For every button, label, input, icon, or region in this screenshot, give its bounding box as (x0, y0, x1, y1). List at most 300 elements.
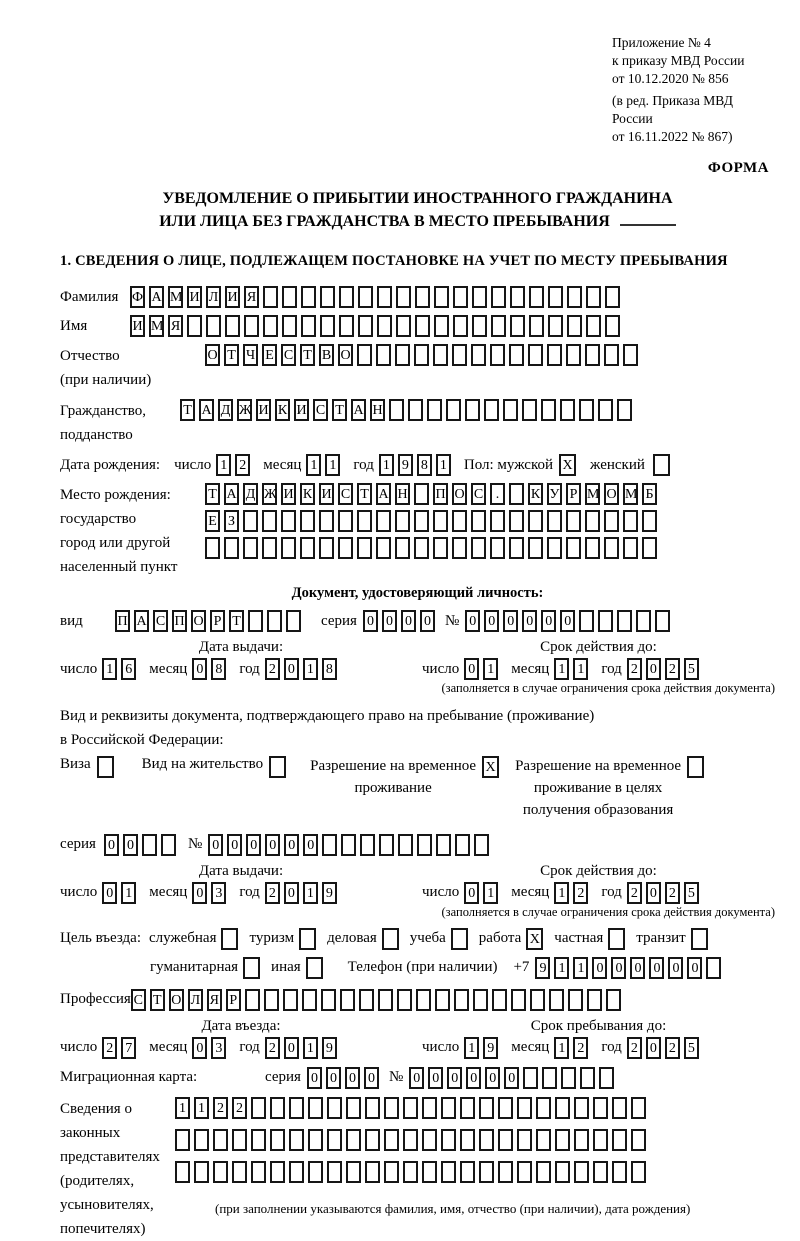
char-cell[interactable] (498, 1097, 513, 1119)
char-cell[interactable]: 0 (364, 1067, 379, 1089)
char-cell[interactable]: 0 (227, 834, 242, 856)
char-cell[interactable] (376, 510, 391, 532)
char-cell[interactable]: О (205, 344, 220, 366)
char-cell[interactable] (263, 315, 278, 337)
char-cell[interactable]: 0 (345, 1067, 360, 1089)
char-cell[interactable] (359, 989, 374, 1011)
char-cell[interactable] (248, 610, 263, 632)
char-cell[interactable]: 0 (192, 658, 207, 680)
char-cell[interactable]: 0 (687, 957, 702, 979)
char-cell[interactable] (243, 510, 258, 532)
char-cell[interactable] (415, 315, 430, 337)
purpose-option-checkbox[interactable] (382, 928, 399, 950)
char-cell[interactable] (251, 1161, 266, 1183)
char-cell[interactable] (251, 1097, 266, 1119)
char-cell[interactable]: 0 (592, 957, 607, 979)
char-cell[interactable]: 8 (211, 658, 226, 680)
char-cell[interactable]: 1 (175, 1097, 190, 1119)
char-cell[interactable] (509, 537, 524, 559)
char-cell[interactable]: 0 (284, 1037, 299, 1059)
char-cell[interactable]: 9 (322, 1037, 337, 1059)
char-cell[interactable] (568, 989, 583, 1011)
char-cell[interactable] (490, 537, 505, 559)
char-cell[interactable]: 0 (630, 957, 645, 979)
char-cell[interactable]: У (547, 483, 562, 505)
char-cell[interactable]: 0 (464, 658, 479, 680)
char-cell[interactable] (530, 989, 545, 1011)
char-cell[interactable]: П (172, 610, 187, 632)
char-cell[interactable] (560, 399, 575, 421)
char-cell[interactable] (471, 537, 486, 559)
char-cell[interactable] (395, 344, 410, 366)
char-cell[interactable]: 2 (265, 882, 280, 904)
char-cell[interactable]: 0 (646, 882, 661, 904)
char-cell[interactable] (612, 1097, 627, 1119)
char-cell[interactable] (593, 1161, 608, 1183)
char-cell[interactable] (605, 286, 620, 308)
char-cell[interactable] (379, 834, 394, 856)
temp-residence-checkbox[interactable]: X (482, 756, 499, 778)
char-cell[interactable] (547, 510, 562, 532)
char-cell[interactable]: Т (357, 483, 372, 505)
char-cell[interactable] (585, 344, 600, 366)
char-cell[interactable] (471, 344, 486, 366)
char-cell[interactable]: 1 (554, 1037, 569, 1059)
char-cell[interactable]: Ф (130, 286, 145, 308)
char-cell[interactable] (585, 537, 600, 559)
char-cell[interactable] (631, 1161, 646, 1183)
char-cell[interactable] (585, 510, 600, 532)
char-cell[interactable] (548, 286, 563, 308)
char-cell[interactable]: С (313, 399, 328, 421)
char-cell[interactable] (567, 315, 582, 337)
char-cell[interactable] (460, 1097, 475, 1119)
char-cell[interactable] (360, 834, 375, 856)
char-cell[interactable] (384, 1129, 399, 1151)
char-cell[interactable]: 0 (102, 882, 117, 904)
char-cell[interactable]: 5 (684, 1037, 699, 1059)
char-cell[interactable] (566, 537, 581, 559)
char-cell[interactable]: 0 (466, 1067, 481, 1089)
char-cell[interactable] (452, 510, 467, 532)
char-cell[interactable]: 0 (284, 882, 299, 904)
char-cell[interactable]: 2 (627, 882, 642, 904)
purpose-option-checkbox[interactable] (451, 928, 468, 950)
char-cell[interactable] (510, 286, 525, 308)
char-cell[interactable] (206, 315, 221, 337)
char-cell[interactable] (555, 1097, 570, 1119)
char-cell[interactable]: 2 (627, 658, 642, 680)
char-cell[interactable] (491, 286, 506, 308)
char-cell[interactable] (492, 989, 507, 1011)
char-cell[interactable] (175, 1161, 190, 1183)
char-cell[interactable]: 1 (554, 658, 569, 680)
char-cell[interactable] (547, 344, 562, 366)
char-cell[interactable] (403, 1129, 418, 1151)
char-cell[interactable]: 0 (646, 1037, 661, 1059)
char-cell[interactable] (529, 315, 544, 337)
char-cell[interactable]: Я (207, 989, 222, 1011)
char-cell[interactable] (358, 315, 373, 337)
char-cell[interactable]: К (300, 483, 315, 505)
char-cell[interactable] (205, 537, 220, 559)
char-cell[interactable] (357, 510, 372, 532)
char-cell[interactable] (446, 399, 461, 421)
char-cell[interactable]: А (376, 483, 391, 505)
char-cell[interactable] (536, 1129, 551, 1151)
char-cell[interactable]: 0 (504, 1067, 519, 1089)
char-cell[interactable]: А (134, 610, 149, 632)
char-cell[interactable] (599, 1067, 614, 1089)
char-cell[interactable]: 0 (123, 834, 138, 856)
char-cell[interactable] (566, 510, 581, 532)
char-cell[interactable]: 2 (665, 1037, 680, 1059)
char-cell[interactable] (338, 510, 353, 532)
char-cell[interactable] (244, 315, 259, 337)
char-cell[interactable] (301, 315, 316, 337)
char-cell[interactable]: Я (244, 286, 259, 308)
char-cell[interactable]: 2 (573, 882, 588, 904)
char-cell[interactable]: 1 (102, 658, 117, 680)
char-cell[interactable] (403, 1097, 418, 1119)
char-cell[interactable] (365, 1097, 380, 1119)
char-cell[interactable] (225, 315, 240, 337)
char-cell[interactable] (213, 1161, 228, 1183)
char-cell[interactable] (479, 1097, 494, 1119)
char-cell[interactable] (161, 834, 176, 856)
char-cell[interactable]: И (319, 483, 334, 505)
char-cell[interactable]: О (169, 989, 184, 1011)
char-cell[interactable] (612, 1161, 627, 1183)
char-cell[interactable] (339, 286, 354, 308)
char-cell[interactable] (319, 510, 334, 532)
char-cell[interactable] (479, 1129, 494, 1151)
char-cell[interactable]: 0 (649, 957, 664, 979)
char-cell[interactable] (433, 537, 448, 559)
char-cell[interactable]: Р (226, 989, 241, 1011)
char-cell[interactable] (270, 1097, 285, 1119)
gender-female-checkbox[interactable] (653, 454, 670, 476)
purpose-option-checkbox[interactable] (221, 928, 238, 950)
char-cell[interactable] (302, 989, 317, 1011)
char-cell[interactable] (490, 344, 505, 366)
char-cell[interactable] (606, 989, 621, 1011)
char-cell[interactable] (617, 399, 632, 421)
char-cell[interactable]: В (319, 344, 334, 366)
char-cell[interactable] (453, 286, 468, 308)
char-cell[interactable]: С (471, 483, 486, 505)
char-cell[interactable]: 0 (284, 834, 299, 856)
char-cell[interactable] (528, 537, 543, 559)
char-cell[interactable] (471, 510, 486, 532)
char-cell[interactable]: А (224, 483, 239, 505)
char-cell[interactable]: 1 (573, 658, 588, 680)
char-cell[interactable] (384, 1161, 399, 1183)
char-cell[interactable] (427, 399, 442, 421)
char-cell[interactable]: 1 (303, 658, 318, 680)
char-cell[interactable]: 0 (326, 1067, 341, 1089)
char-cell[interactable]: 9 (535, 957, 550, 979)
char-cell[interactable] (281, 537, 296, 559)
char-cell[interactable] (396, 286, 411, 308)
char-cell[interactable] (243, 537, 258, 559)
char-cell[interactable] (395, 537, 410, 559)
char-cell[interactable]: 2 (232, 1097, 247, 1119)
char-cell[interactable]: С (281, 344, 296, 366)
char-cell[interactable] (377, 286, 392, 308)
char-cell[interactable]: 1 (194, 1097, 209, 1119)
char-cell[interactable] (319, 537, 334, 559)
char-cell[interactable]: 1 (379, 454, 394, 476)
char-cell[interactable] (574, 1161, 589, 1183)
char-cell[interactable] (509, 510, 524, 532)
char-cell[interactable]: 8 (417, 454, 432, 476)
purpose-option-checkbox[interactable]: X (526, 928, 543, 950)
char-cell[interactable]: 0 (265, 834, 280, 856)
char-cell[interactable]: Т (332, 399, 347, 421)
char-cell[interactable] (503, 399, 518, 421)
char-cell[interactable] (403, 1161, 418, 1183)
char-cell[interactable]: О (338, 344, 353, 366)
char-cell[interactable]: А (199, 399, 214, 421)
char-cell[interactable] (194, 1161, 209, 1183)
char-cell[interactable] (327, 1161, 342, 1183)
char-cell[interactable] (267, 610, 282, 632)
char-cell[interactable]: 0 (668, 957, 683, 979)
char-cell[interactable]: К (275, 399, 290, 421)
char-cell[interactable] (547, 537, 562, 559)
char-cell[interactable]: 2 (265, 658, 280, 680)
char-cell[interactable] (346, 1161, 361, 1183)
char-cell[interactable]: Е (205, 510, 220, 532)
char-cell[interactable] (452, 537, 467, 559)
char-cell[interactable]: Е (262, 344, 277, 366)
char-cell[interactable]: 0 (409, 1067, 424, 1089)
temp-residence-education-checkbox[interactable] (687, 756, 704, 778)
char-cell[interactable] (142, 834, 157, 856)
char-cell[interactable] (586, 315, 601, 337)
char-cell[interactable] (498, 1161, 513, 1183)
char-cell[interactable] (376, 344, 391, 366)
purpose-option-checkbox[interactable] (608, 928, 625, 950)
char-cell[interactable]: П (433, 483, 448, 505)
char-cell[interactable] (536, 1161, 551, 1183)
char-cell[interactable] (631, 1129, 646, 1151)
char-cell[interactable] (422, 1161, 437, 1183)
char-cell[interactable] (245, 989, 260, 1011)
char-cell[interactable] (604, 344, 619, 366)
char-cell[interactable]: 0 (192, 882, 207, 904)
char-cell[interactable]: Т (224, 344, 239, 366)
char-cell[interactable] (598, 610, 613, 632)
char-cell[interactable] (358, 286, 373, 308)
char-cell[interactable]: 3 (211, 1037, 226, 1059)
char-cell[interactable]: 7 (121, 1037, 136, 1059)
char-cell[interactable]: 0 (363, 610, 378, 632)
char-cell[interactable] (631, 1097, 646, 1119)
char-cell[interactable] (474, 834, 489, 856)
char-cell[interactable] (262, 510, 277, 532)
char-cell[interactable] (434, 286, 449, 308)
char-cell[interactable]: 1 (216, 454, 231, 476)
char-cell[interactable]: 0 (307, 1067, 322, 1089)
char-cell[interactable] (320, 286, 335, 308)
char-cell[interactable]: 2 (665, 882, 680, 904)
char-cell[interactable] (434, 315, 449, 337)
char-cell[interactable] (422, 1097, 437, 1119)
char-cell[interactable]: Т (205, 483, 220, 505)
char-cell[interactable] (308, 1129, 323, 1151)
char-cell[interactable] (251, 1129, 266, 1151)
char-cell[interactable] (452, 344, 467, 366)
char-cell[interactable]: Р (210, 610, 225, 632)
char-cell[interactable] (490, 510, 505, 532)
char-cell[interactable] (263, 286, 278, 308)
char-cell[interactable] (339, 315, 354, 337)
char-cell[interactable] (511, 989, 526, 1011)
char-cell[interactable]: 5 (684, 882, 699, 904)
char-cell[interactable] (327, 1097, 342, 1119)
char-cell[interactable]: 0 (447, 1067, 462, 1089)
char-cell[interactable] (300, 510, 315, 532)
char-cell[interactable]: Ч (243, 344, 258, 366)
char-cell[interactable] (587, 989, 602, 1011)
char-cell[interactable] (567, 286, 582, 308)
char-cell[interactable]: 0 (465, 610, 480, 632)
purpose-option-checkbox[interactable] (306, 957, 323, 979)
char-cell[interactable]: Н (370, 399, 385, 421)
char-cell[interactable] (561, 1067, 576, 1089)
char-cell[interactable] (224, 537, 239, 559)
char-cell[interactable] (378, 989, 393, 1011)
char-cell[interactable] (308, 1161, 323, 1183)
char-cell[interactable] (264, 989, 279, 1011)
char-cell[interactable]: П (115, 610, 130, 632)
char-cell[interactable] (262, 537, 277, 559)
char-cell[interactable]: 1 (464, 1037, 479, 1059)
char-cell[interactable] (301, 286, 316, 308)
char-cell[interactable]: 1 (306, 454, 321, 476)
char-cell[interactable] (528, 510, 543, 532)
char-cell[interactable] (536, 1097, 551, 1119)
char-cell[interactable]: 8 (322, 658, 337, 680)
char-cell[interactable] (642, 510, 657, 532)
char-cell[interactable] (436, 834, 451, 856)
char-cell[interactable]: С (131, 989, 146, 1011)
char-cell[interactable] (593, 1129, 608, 1151)
char-cell[interactable] (346, 1129, 361, 1151)
char-cell[interactable]: С (153, 610, 168, 632)
char-cell[interactable]: Ж (262, 483, 277, 505)
char-cell[interactable]: И (281, 483, 296, 505)
char-cell[interactable] (441, 1161, 456, 1183)
char-cell[interactable]: 6 (121, 658, 136, 680)
char-cell[interactable]: Д (218, 399, 233, 421)
char-cell[interactable] (322, 834, 337, 856)
char-cell[interactable]: 0 (192, 1037, 207, 1059)
char-cell[interactable] (484, 399, 499, 421)
char-cell[interactable] (604, 537, 619, 559)
char-cell[interactable]: 1 (303, 882, 318, 904)
char-cell[interactable] (517, 1129, 532, 1151)
char-cell[interactable]: 1 (303, 1037, 318, 1059)
char-cell[interactable] (455, 834, 470, 856)
char-cell[interactable]: И (294, 399, 309, 421)
char-cell[interactable] (465, 399, 480, 421)
char-cell[interactable] (706, 957, 721, 979)
char-cell[interactable]: О (604, 483, 619, 505)
char-cell[interactable] (398, 834, 413, 856)
char-cell[interactable] (414, 537, 429, 559)
char-cell[interactable]: 2 (235, 454, 250, 476)
char-cell[interactable]: З (224, 510, 239, 532)
char-cell[interactable]: 9 (483, 1037, 498, 1059)
char-cell[interactable]: 1 (554, 882, 569, 904)
char-cell[interactable] (441, 1129, 456, 1151)
char-cell[interactable] (396, 315, 411, 337)
char-cell[interactable] (377, 315, 392, 337)
char-cell[interactable]: К (528, 483, 543, 505)
char-cell[interactable] (289, 1161, 304, 1183)
char-cell[interactable] (574, 1129, 589, 1151)
char-cell[interactable] (579, 610, 594, 632)
char-cell[interactable] (270, 1161, 285, 1183)
char-cell[interactable]: Т (180, 399, 195, 421)
char-cell[interactable] (289, 1097, 304, 1119)
char-cell[interactable]: М (149, 315, 164, 337)
char-cell[interactable] (281, 510, 296, 532)
char-cell[interactable] (283, 989, 298, 1011)
char-cell[interactable] (300, 537, 315, 559)
char-cell[interactable]: А (149, 286, 164, 308)
residence-permit-checkbox[interactable] (269, 756, 286, 778)
char-cell[interactable] (586, 286, 601, 308)
purpose-option-checkbox[interactable] (299, 928, 316, 950)
char-cell[interactable]: И (130, 315, 145, 337)
char-cell[interactable] (289, 1129, 304, 1151)
char-cell[interactable] (517, 1097, 532, 1119)
char-cell[interactable] (397, 989, 412, 1011)
char-cell[interactable] (549, 989, 564, 1011)
char-cell[interactable]: 0 (284, 658, 299, 680)
char-cell[interactable]: Д (243, 483, 258, 505)
char-cell[interactable]: 0 (303, 834, 318, 856)
char-cell[interactable] (491, 315, 506, 337)
char-cell[interactable] (509, 483, 524, 505)
char-cell[interactable] (642, 537, 657, 559)
char-cell[interactable] (548, 315, 563, 337)
char-cell[interactable] (270, 1129, 285, 1151)
char-cell[interactable] (612, 1129, 627, 1151)
char-cell[interactable] (433, 510, 448, 532)
purpose-option-checkbox[interactable] (691, 928, 708, 950)
char-cell[interactable] (510, 315, 525, 337)
char-cell[interactable]: Т (229, 610, 244, 632)
char-cell[interactable]: Л (206, 286, 221, 308)
char-cell[interactable] (542, 1067, 557, 1089)
char-cell[interactable]: 0 (420, 610, 435, 632)
char-cell[interactable] (593, 1097, 608, 1119)
char-cell[interactable] (321, 989, 336, 1011)
char-cell[interactable]: 0 (541, 610, 556, 632)
char-cell[interactable] (623, 510, 638, 532)
char-cell[interactable] (365, 1161, 380, 1183)
char-cell[interactable] (617, 610, 632, 632)
char-cell[interactable] (286, 610, 301, 632)
visa-checkbox[interactable] (97, 756, 114, 778)
char-cell[interactable] (574, 1097, 589, 1119)
char-cell[interactable] (435, 989, 450, 1011)
